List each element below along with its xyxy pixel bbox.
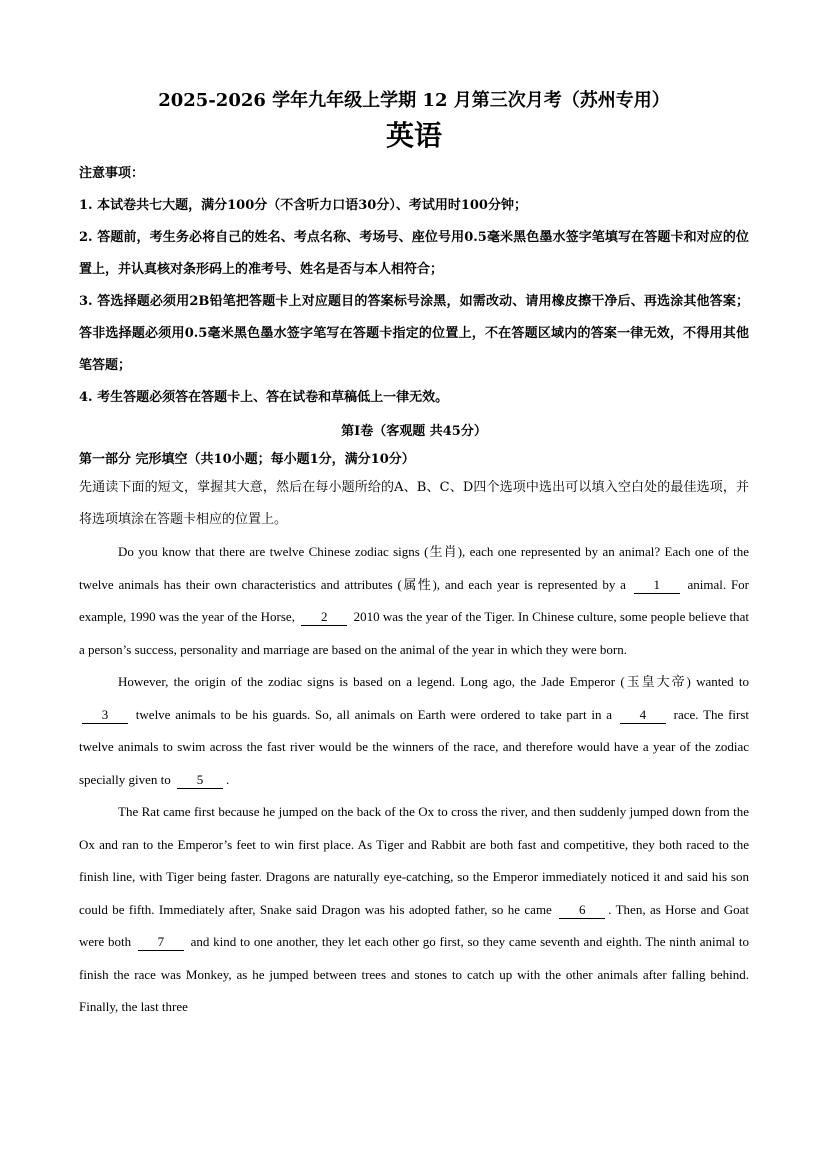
cloze-blank-4: 4 (620, 707, 666, 724)
passage-text: Do you know that there are twelve Chinese zodiac signs (生肖), each one represented by an animal? Each one of the twelve animals has their own characteristics and attributes (属性), and each year is represented by a (79, 544, 749, 592)
note-item-2: 2. 答题前，考生务必将自己的姓名、考点名称、考场号、座位号用0.5毫米黑色墨水签字笔填写在答题卡和对应的位置上，并认真核对条形码上的准考号、姓名是否与本人相符合； (79, 230, 749, 277)
subject-title: 英语 (385, 119, 442, 152)
notes-heading: 注意事项： (79, 166, 145, 181)
passage-text: and kind to one another, they let each other go first, so they came seventh and eighth. The ninth animal to finish the race was Monkey, as he jumped between trees and stones to catch up with the other animals after falling behind. Finally, the last three (79, 934, 750, 1014)
note-item-3: 3. 答选择题必须用2B铅笔把答题卡上对应题目的答案标号涂黑，如需改动、请用橡皮擦干净后、再选涂其他答案；答非选择题必须用0.5毫米黑色墨水签字笔写在答题卡指定的位置上，不在答题区域内的答案一律无效，不得用其他笔答题； (79, 294, 749, 373)
passage-text: 2010 was the year of the Tiger. In Chinese culture, some people believe that a person’s success, personality and marriage are based on the animal of the year in which they were born. (79, 609, 749, 657)
note-item-1: 1. 本试卷共七大题，满分100分（不含听力口语30分）、考试用时100分钟； (79, 198, 527, 213)
note-item-4: 4. 考生答题必须答在答题卡上、答在试卷和草稿低上一律无效。 (79, 390, 449, 405)
passage-paragraph-3 (79, 796, 749, 1024)
cloze-blank-1: 1 (634, 577, 680, 594)
volume-heading: 第Ⅰ卷（客观题 共45分） (341, 424, 487, 439)
part1-heading: 第一部分 完形填空（共10小题；每小题1分，满分10分） (79, 452, 415, 467)
exam-title: 2025-2026 学年九年级上学期 12 月第三次月考（苏州专用） (158, 90, 670, 111)
cloze-blank-2: 2 (301, 609, 347, 626)
cloze-blank-5: 5 (177, 772, 223, 789)
passage-paragraph-1 (79, 536, 749, 666)
passage-text: However, the origin of the zodiac signs is based on a legend. Long ago, the Jade Emperor (玉皇大帝) wanted to (118, 674, 749, 689)
passage-text: . (225, 771, 230, 787)
cloze-blank-3: 3 (82, 707, 128, 724)
passage-text: race. The first twelve animals to swim across the fast river would be the winners of the race, and therefore would have a year of the zodiac specially given to (79, 706, 750, 787)
cloze-blank-7: 7 (138, 934, 184, 951)
part1-instruction: 先通读下面的短文，掌握其大意，然后在每小题所给的A、B、C、D四个选项中选出可以填入空白处的最佳选项，并将选项填涂在答题卡相应的位置上。 (79, 480, 749, 527)
exam-page (79, 88, 749, 1024)
cloze-blank-6: 6 (559, 902, 605, 919)
passage-text: . Then, as Horse and Goat were both (79, 901, 749, 949)
passage-text: animal. For example, 1990 was the year of the Horse, (79, 576, 749, 624)
passage-text: The Rat came first because he jumped on the back of the Ox to cross the river, and then suddenly jumped down from the Ox and ran to the Emperor’s feet to win first place. As Tiger and Rabbit are both fast and competitive, they both raced to the finish line, with Tiger being faster. Dragons are naturally eye-catching, so the Emperor immediately noticed it and said his son could be fifth. Immediately after, Snake said Dragon was his adopted father, so he came (79, 804, 749, 917)
passage-text: twelve animals to be his guards. So, all animals on Earth were ordered to take part in a (135, 706, 613, 722)
passage-paragraph-2 (79, 666, 749, 796)
